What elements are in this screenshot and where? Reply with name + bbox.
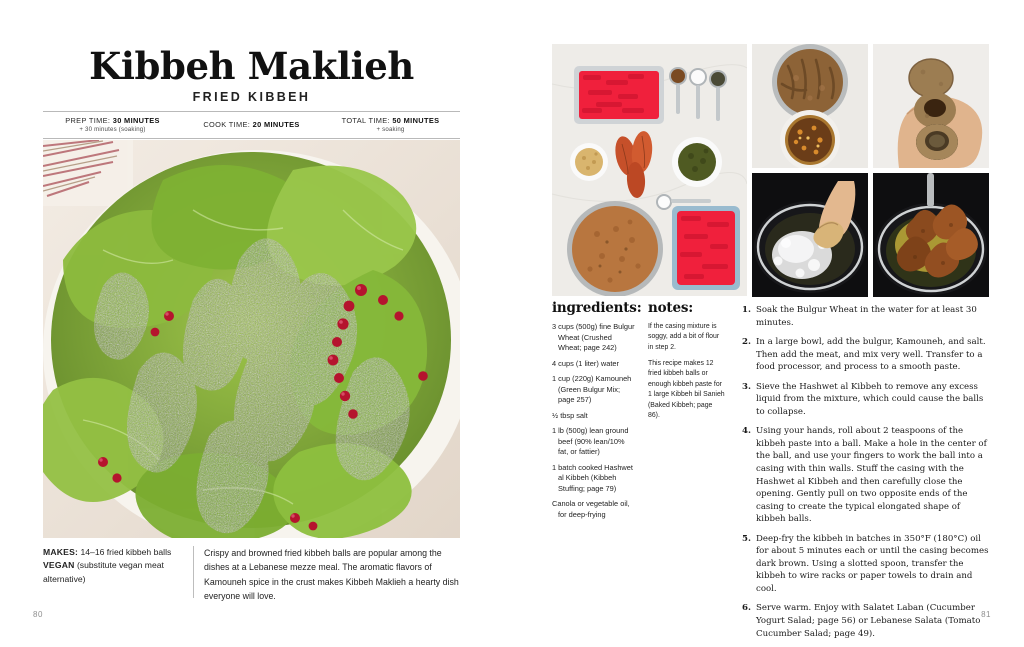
caption-divider [193,546,194,598]
note-paragraph: If the casing mixture is soggy, add a bit of flour in step 2. [648,323,720,351]
total-time-value: 50 MINUTES [392,116,440,126]
makes-label: MAKES: [43,547,79,557]
hand-holding-casings-photo [873,44,989,168]
ingredients-column [552,300,642,525]
total-time-label: TOTAL TIME: [341,116,390,126]
prep-time-sub: + 30 minutes (soaking) [79,125,146,133]
instruction-step [742,425,989,525]
ingredient-item: 3 cups (500g) fine Bulgur Wheat (Crushed Wheat; page 242) [552,322,635,353]
instruction-step [742,336,989,374]
step-text: Soak the Bulgur Wheat in the water for at least 30 minutes. [756,305,977,328]
ingredients-flatlay-photo [552,44,747,296]
step-number: 3. [742,381,751,392]
ingredient-item: 1 lb (500g) lean ground beef (90% lean/10% fat, or fattier) [552,426,629,457]
fried-kibbeh-pan-photo [873,173,989,297]
instruction-step [742,381,989,419]
step-number: 4. [742,426,751,437]
page-number-right: 81 [981,610,991,619]
vegan-value: (substitute vegan meat alternative) [43,560,164,584]
page-title: Kibbeh Maklieh [89,44,414,88]
instruction-step [742,533,989,596]
ingredient-item: ½ tbsp salt [552,410,588,420]
time-bar [43,111,460,139]
step-number: 5. [742,533,751,544]
vegan-label: VEGAN [43,560,75,571]
step-number: 6. [742,603,751,614]
ingredient-item: 1 cup (220g) Kamouneh (Green Bulgur Mix; page 257) [552,374,632,405]
total-time [321,117,460,133]
process-grid-right [752,44,989,296]
prep-time-label: PREP TIME: [65,116,111,126]
ingredients-heading: ingredients: [552,300,642,316]
recipe-blurb: Crispy and browned fried kibbeh balls are popular among the dishes at a Lebanese mezze meal. The aromatic flavors of Kamouneh spice in the crust makes Kibbeh Maklieh a hearty dish everyone will love. [204,548,459,601]
kibbeh-paste-bowls-photo [752,44,868,168]
ingredient-item: Canola or vegetable oil, for deep-frying [552,499,630,519]
process-grid-row-bottom [752,173,989,297]
ingredient-item: 4 cups (1 liter) water [552,358,619,368]
step-text: Serve warm. Enjoy with Salatet Laban (Cucumber Yogurt Salad; page 56) or Lebanese Salata (Tomato Cucumber Salad; page 49). [756,603,981,639]
ingredient-item: 1 batch cooked Hashwet al Kibbeh (Kibbeh Stuffing; page 79) [552,462,633,493]
cook-time-label: COOK TIME: [203,119,251,129]
total-time-sub: + soaking [376,125,405,133]
cook-time [182,121,321,130]
process-grid-row-top [752,44,989,168]
right-page [512,0,1024,641]
prep-time-value: 30 MINUTES [112,116,160,126]
page-number-left: 80 [33,610,43,619]
notes-column [648,300,726,427]
step-text: Using your hands, roll about 2 teaspoons of the kibbeh paste into a ball. Make a hole in the center of the ball, and use your fingers to work the ball into a casing with thin walls. Stuff the casing with the Hashwet al Kibbeh and then carefully close the opening. Gently pull on two opposite ends of the casing to create the typical elongated shape of kibbeh balls. [756,426,987,525]
step-number: 1. [742,305,751,315]
step-text: In a large bowl, add the bulgur, Kamouneh, and salt. Then add the meat, and mix very well. Transfer to a food processor, and process to a smooth paste. [756,337,986,373]
recipe-subtitle: FRIED KIBBEH [192,90,311,104]
recipe-caption [43,546,460,601]
makes-value: 14–16 fried kibbeh balls [78,547,172,557]
yield-info [43,546,193,598]
note-paragraph: This recipe makes 12 fried kibbeh balls or enough kibbeh paste for 1 large Kibbeh bil Sanieh (Baked Kibbeh; page 86). [648,360,725,419]
instruction-step [742,304,989,329]
instructions-column [742,304,989,647]
process-photo-grid [552,44,989,296]
cook-time-value: 20 MINUTES [252,119,300,129]
step-text: Deep-fry the kibbeh in batches in 350°F (180°C) oil for about 5 minutes each or until the casing becomes dark brown. Using a slotted spoon, transfer the kibbeh to wire racks or paper towels to drain and cool. [756,533,989,594]
notes-heading: notes: [648,300,694,316]
hero-photo [43,140,460,538]
step-number: 2. [742,337,751,348]
step-text: Sieve the Hashwet al Kibbeh to remove any excess liquid from the mixture, which could cause the balls to collapse. [756,381,984,417]
instruction-step [742,602,989,640]
frying-kibbeh-photo [752,173,868,297]
prep-time [43,117,182,133]
left-page [0,0,512,641]
